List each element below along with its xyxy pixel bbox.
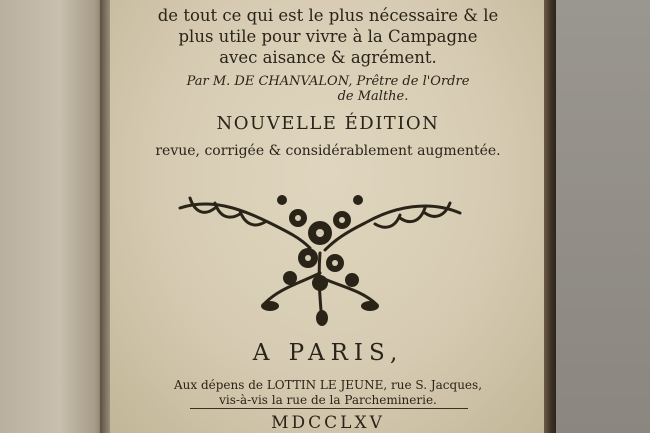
background [556, 0, 650, 433]
subtitle-line-3: avec aisance & agrément. [219, 48, 437, 67]
imprint-year: MDCCLXV [271, 413, 385, 433]
subtitle-line-2: plus utile pour vivre à la Campagne [178, 27, 478, 46]
facing-blank-page [0, 0, 108, 433]
edition-note: revue, corrigée & considérablement augmentée. [155, 143, 501, 159]
page-fore-edge [544, 0, 556, 433]
floral-vignette-icon [170, 178, 470, 328]
subtitle-line-1: de tout ce qui est le plus nécessaire & le [157, 6, 499, 25]
imprint-rule [190, 408, 468, 409]
author-line-2: de Malthe. [337, 89, 409, 104]
title-page [110, 0, 546, 433]
publisher-line-1: Aux dépens de LOTTIN LE JEUNE, rue S. Jacques, [173, 378, 483, 392]
edition-heading: NOUVELLE ÉDITION [216, 113, 440, 134]
author-line: Par M. DE CHANVALON, Prêtre de l'Ordre [186, 74, 470, 89]
publisher-line-2: vis-à-vis la rue de la Parcheminerie. [219, 393, 437, 407]
imprint-place: A PARIS, [252, 340, 404, 366]
